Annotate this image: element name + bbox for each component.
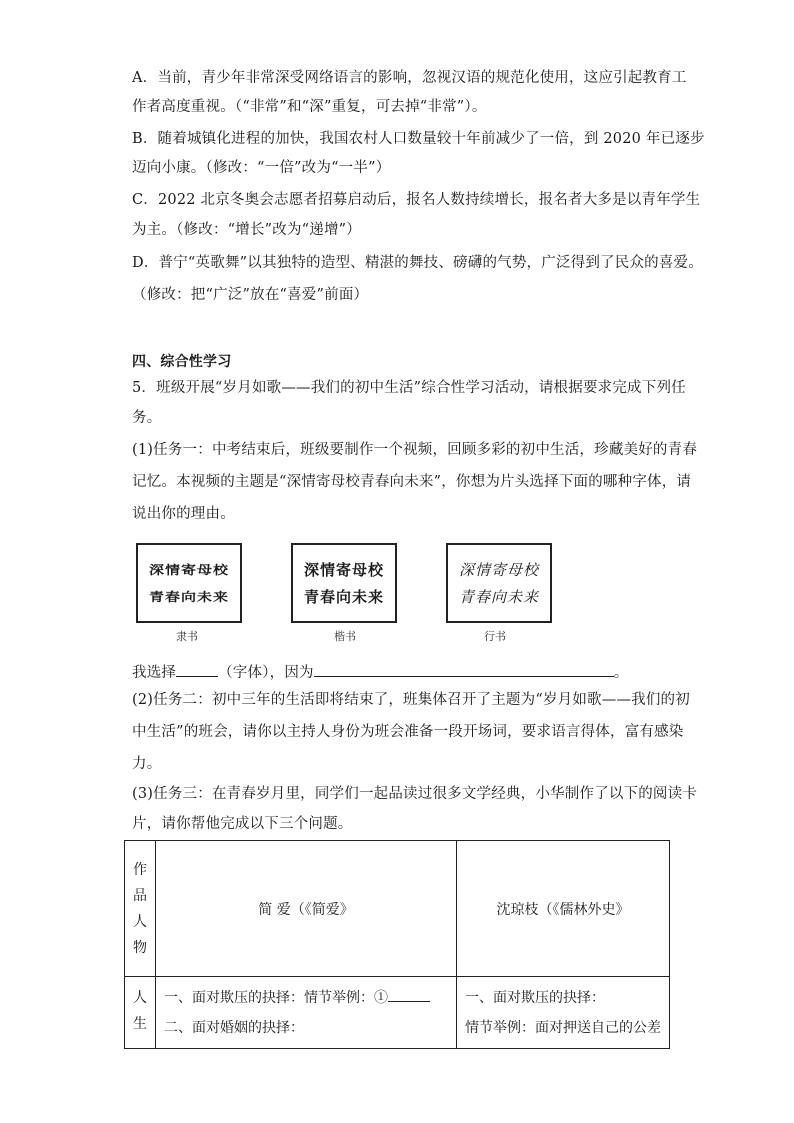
jane-eyre-choice2: 二、面对婚姻的抉择： <box>164 1020 304 1036</box>
sample-row1: 深情寄母校 <box>303 563 384 579</box>
answer-line <box>132 660 628 683</box>
option-d-line1: D．普宁“英歌舞”以其独特的造型、精湛的舞技、磅礴的气势，广泛得到了民众的喜爱。 <box>132 255 703 271</box>
row-label-char: 人 <box>133 990 147 1006</box>
header-label-cell <box>125 841 156 977</box>
option-c-line1: C．2022 北京冬奥会志愿者招募启动后，报名人数持续增长，报名者大多是以青年学生 <box>132 192 701 208</box>
sample-row2: 青春向未来 <box>148 589 229 605</box>
task3-line1: (3)任务三：在青春岁月里，同学们一起品读过很多文学经典，小华制作了以下的阅读卡 <box>132 786 698 802</box>
section-title: 四、综合性学习 <box>132 354 232 370</box>
task1-line1: (1)任务一：中考结束后，班级要制作一个视频，回顾多彩的初中生活，珍藏美好的青春 <box>132 442 698 458</box>
header-label-char: 品 <box>133 887 147 904</box>
table-row <box>125 977 670 1049</box>
sample-row2: 青春向未来 <box>303 590 384 606</box>
jane-eyre-choice1: 一、面对欺压的抉择：情节举例：① <box>164 990 388 1006</box>
row-label-char: 生 <box>133 1016 147 1032</box>
option-a-line2: 作者高度重视。（“非常”和“深”重复，可去掉“非常”）。 <box>132 99 487 115</box>
caption-xingshu: 行书 <box>484 630 506 643</box>
reading-card-table <box>124 840 670 1049</box>
answer-mid: （字体），因为 <box>218 665 314 681</box>
sample-row1: 深情寄母校 <box>148 562 229 578</box>
caption-lishu: 隶书 <box>176 630 198 643</box>
font-sample-lishu <box>136 543 242 623</box>
caption-kaishu: 楷书 <box>334 630 356 643</box>
task1-line3: 说出你的理由。 <box>132 506 235 522</box>
task2-line2: 中生活”的班会，请你以主持人身份为班会准备一段开场词，要求语言得体，富有感染 <box>132 724 684 740</box>
table-row <box>125 841 670 977</box>
task2-line3: 力。 <box>132 756 162 772</box>
option-c-line2: 为主。（修改：“增长”改为“递增”） <box>132 222 362 238</box>
jane-eyre-header: 简 爱（《简爱》 <box>156 841 457 977</box>
header-label-char: 人 <box>133 913 147 930</box>
header-label-char: 作 <box>133 861 147 878</box>
shen-qiongzhi-choices-cell <box>457 977 670 1049</box>
answer-prefix: 我选择 <box>132 665 177 681</box>
header-label-char: 物 <box>133 939 147 956</box>
shen-choice1-example: 情节举例：面对押送自己的公差 <box>465 1020 661 1036</box>
answer-blank-1[interactable] <box>388 985 430 1002</box>
option-a-line1: A．当前，青少年非常深受网络语言的影响，忽视汉语的规范化使用，这应引起教育工 <box>132 70 687 86</box>
option-b-line2: 迈向小康。（修改：“一倍”改为“一半”） <box>132 160 391 176</box>
shen-choice1: 一、面对欺压的抉择： <box>465 990 605 1006</box>
font-sample-kaishu <box>291 543 397 623</box>
task2-line1: (2)任务二：初中三年的生活即将结束了，班集体召开了主题为“岁月如歌——我们的初 <box>132 692 690 708</box>
sample-row1: 深情寄母校 <box>458 561 539 579</box>
font-sample-xingshu <box>446 543 552 623</box>
shen-qiongzhi-header: 沈琼枝（《儒林外史》 <box>457 841 670 977</box>
task3-line2: 片，请你帮他完成以下三个问题。 <box>132 816 353 832</box>
task1-line2: 记忆。本视频的主题是“深情寄母校青春向未来”，你想为片头选择下面的哪种字体，请 <box>132 474 692 490</box>
jane-eyre-choices-cell <box>156 977 457 1049</box>
reason-blank[interactable] <box>314 660 614 677</box>
answer-end: 。 <box>613 665 629 681</box>
sample-row2: 青春向未来 <box>458 588 539 606</box>
option-d-line2: （修改：把“广泛”放在“喜爱”前面） <box>132 287 369 303</box>
row-label-cell <box>125 977 156 1049</box>
question-5-line1: 5．班级开展“岁月如歌——我们的初中生活”综合性学习活动，请根据要求完成下列任 <box>132 380 686 396</box>
option-b-line1: B．随着城镇化进程的加快，我国农村人口数量较十年前减少了一倍，到 2020 年已逐步 <box>132 131 705 147</box>
question-5-line2: 务。 <box>132 410 162 426</box>
font-choice-blank[interactable] <box>176 660 218 677</box>
